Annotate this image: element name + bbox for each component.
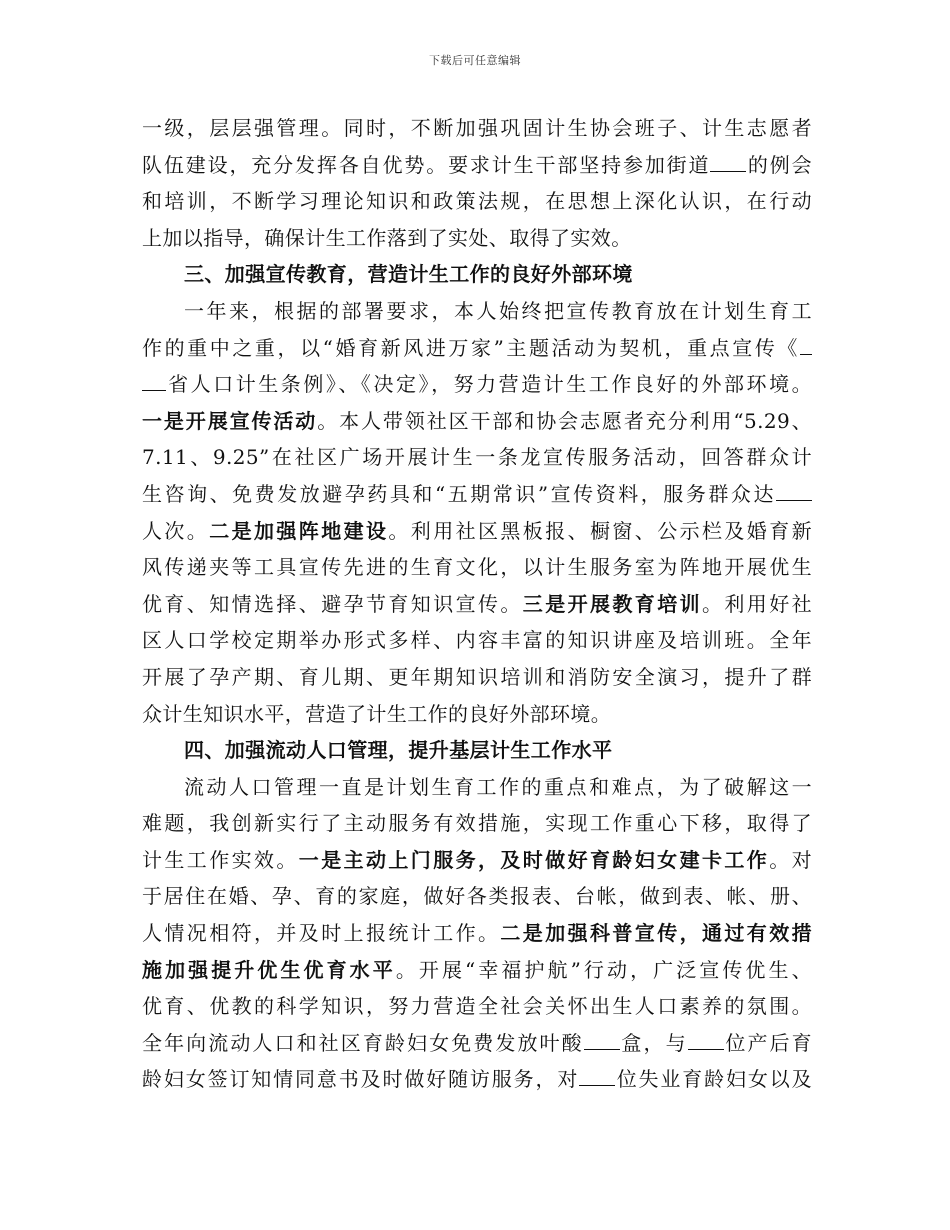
- text-line: 人次。二是加强阵地建设。利用社区黑板报、橱窗、公示栏及婚育新: [142, 518, 812, 543]
- text-line: 风传递夹等工具宣传先进的生育文化，以计生服务室为阵地开展优生: [142, 555, 812, 580]
- fill-blank: [579, 1067, 615, 1086]
- text-line: 人情况相符，并及时上报统计工作。二是加强科普宣传，通过有效措: [142, 921, 812, 946]
- text-line: 施加强提升优生优育水平。开展“幸福护航”行动，广泛宣传优生、: [142, 957, 812, 982]
- fill-blank: [800, 336, 812, 355]
- page-header: 下载后可任意编辑: [429, 54, 521, 67]
- text-line: 优育、知情选择、避孕节育知识宣传。三是开展教育培训。利用好社: [142, 591, 812, 616]
- text-line: 优育、优教的科学知识，努力营造全社会关怀出生人口素养的氛围。: [142, 994, 812, 1019]
- text-line: 作的重中之重，以“婚育新风进万家”主题活动为契机，重点宣传《: [142, 330, 812, 367]
- fill-blank: [688, 1031, 724, 1050]
- text-line: 上加以指导，确保计生工作落到了实处、取得了实效。: [142, 225, 632, 250]
- text-line: 和培训，不断学习理论知识和政策法规，在思想上深化认识，在行动: [142, 189, 812, 214]
- text-line: 全年向流动人口和社区育龄妇女免费发放叶酸 盒，与 位产后育: [142, 1030, 812, 1055]
- text-line: 一是开展宣传活动。本人带领社区干部和协会志愿者充分利用“5.29、: [142, 408, 812, 433]
- fill-blank: [710, 153, 746, 172]
- fill-blank: [142, 372, 166, 391]
- text-line: 计生工作实效。一是主动上门服务，及时做好育龄妇女建卡工作。对: [142, 847, 812, 872]
- fill-blank: [776, 482, 812, 501]
- text-line: 难题，我创新实行了主动服务有效措施，实现工作重心下移，取得了: [142, 811, 812, 836]
- text-line: 龄妇女签订知情同意书及时做好随访服务，对 位失业育龄妇女以及: [142, 1067, 812, 1092]
- text-line: 7.11、9.25”在社区广场开展计生一条龙宣传服务活动，回答群众计: [142, 445, 812, 470]
- text-line: 省人口计生条例》、《决定》，努力营造计生工作良好的外部环境。: [142, 366, 812, 403]
- document-body: [142, 110, 812, 1098]
- text-line: 众计生知识水平，营造了计生工作的良好外部环境。: [142, 701, 612, 726]
- fill-blank: [584, 1031, 620, 1050]
- section-heading-3: 三、加强宣传教育，营造计生工作的良好外部环境: [184, 262, 633, 287]
- text-line: 区人口学校定期举办形式多样、内容丰富的知识讲座及培训班。全年: [142, 628, 812, 653]
- text-line: 一级，层层强管理。同时，不断加强巩固计生协会班子、计生志愿者: [142, 116, 812, 140]
- text-line: 生咨询、免费发放避孕药具和“五期常识”宣传资料，服务群众达: [142, 476, 812, 513]
- text-line: 队伍建设，充分发挥各自优势。要求计生干部坚持参加街道 的例会: [142, 152, 812, 177]
- section-heading-4: 四、加强流动人口管理，提升基层计生工作水平: [184, 738, 613, 763]
- text-line: 一年来，根据的部署要求，本人始终把宣传教育放在计划生育工: [184, 298, 812, 323]
- text-line: 开展了孕产期、育儿期、更年期知识培训和消防安全演习，提升了群: [142, 664, 812, 689]
- text-line: 流动人口管理一直是计划生育工作的重点和难点，为了破解这一: [184, 774, 812, 799]
- text-line: 于居住在婚、孕、育的家庭，做好各类报表、台帐，做到表、帐、册、: [142, 884, 812, 909]
